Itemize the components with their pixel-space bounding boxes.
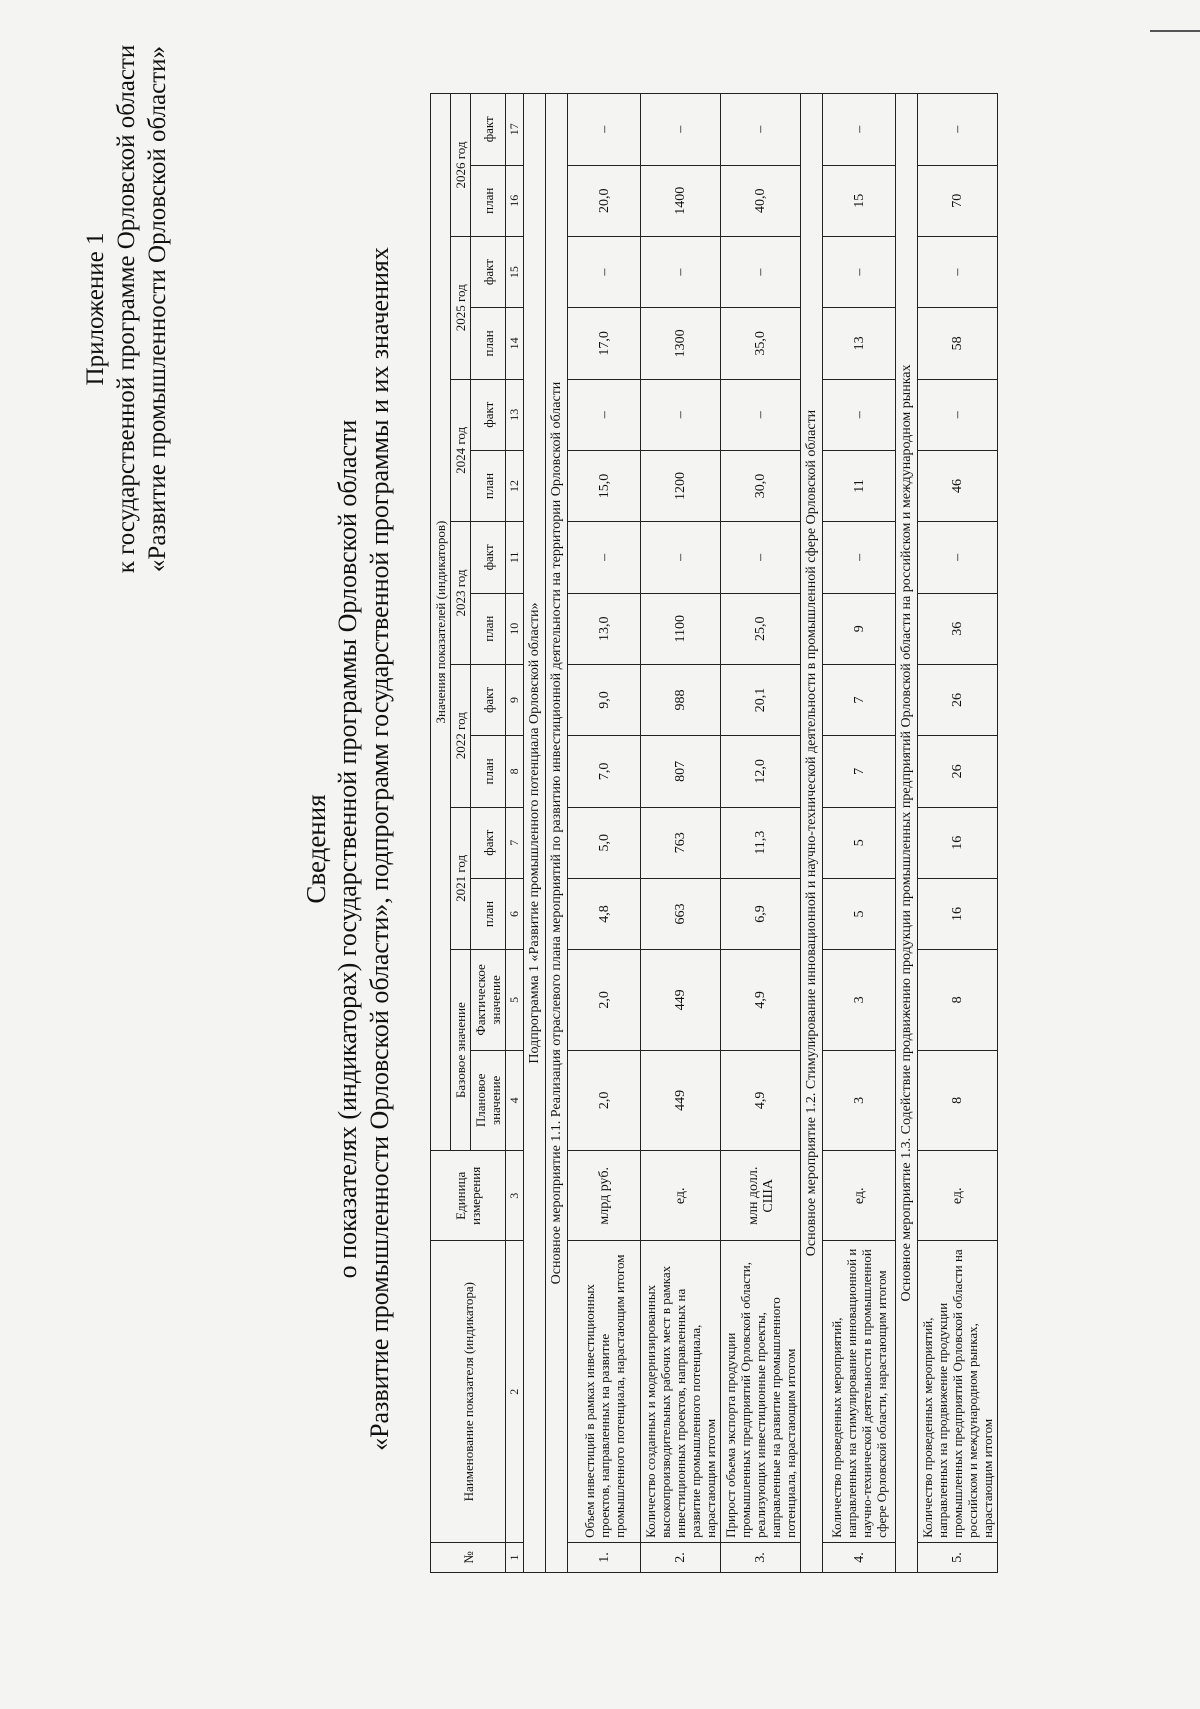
col-header-plan: план bbox=[471, 593, 506, 664]
table-row bbox=[918, 94, 998, 1573]
row-num: 3. bbox=[721, 1542, 801, 1572]
value-cell: – bbox=[568, 522, 641, 593]
header-row-1 bbox=[431, 94, 451, 1573]
col-header-plan: план bbox=[471, 165, 506, 236]
base-fact-cell: 3 bbox=[823, 950, 896, 1050]
column-index: 13 bbox=[506, 379, 524, 450]
base-plan-cell: 2,0 bbox=[568, 1050, 641, 1150]
indicator-name: Количество проведенных мероприятий, направленных на продвижение продукции промышленных предприятий Орловской области на российском и международном рынках, нарастающим итогом bbox=[918, 1241, 998, 1542]
value-cell: 36 bbox=[918, 593, 998, 664]
subprogram-title: Подпрограмма 1 «Развитие промышленного потенциала Орловской области» bbox=[524, 94, 546, 1573]
value-cell: 15,0 bbox=[568, 450, 641, 521]
value-cell: – bbox=[641, 94, 721, 166]
base-plan-cell: 8 bbox=[918, 1050, 998, 1150]
value-cell: 46 bbox=[918, 450, 998, 521]
value-cell: – bbox=[568, 94, 641, 166]
title-line-1: Сведения bbox=[301, 794, 331, 904]
value-cell: 763 bbox=[641, 807, 721, 878]
appendix-line-1: Приложение 1 bbox=[82, 232, 109, 386]
value-cell: 7 bbox=[823, 736, 896, 807]
value-cell: 20,0 bbox=[568, 165, 641, 236]
value-cell: 5 bbox=[823, 807, 896, 878]
column-index: 17 bbox=[506, 94, 524, 166]
value-cell: 6,9 bbox=[721, 878, 801, 949]
measure-row bbox=[896, 94, 918, 1573]
value-cell: 20,1 bbox=[721, 664, 801, 735]
value-cell: 12,0 bbox=[721, 736, 801, 807]
col-header-name: Наименование показателя (индикатора) bbox=[431, 1241, 506, 1542]
col-header-year: 2022 год bbox=[451, 664, 471, 807]
value-cell: 58 bbox=[918, 308, 998, 379]
value-cell: – bbox=[721, 522, 801, 593]
base-plan-cell: 449 bbox=[641, 1050, 721, 1150]
value-cell: 15 bbox=[823, 165, 896, 236]
value-cell: 9 bbox=[823, 593, 896, 664]
unit-cell: ед. bbox=[823, 1151, 896, 1241]
col-header-values: Значения показателей (индикаторов) bbox=[431, 94, 451, 1151]
indicator-name: Количество созданных и модернизированных высокопроизводительных рабочих мест в рамках инвестиционных проектов, направленных на развитие промышленного потенциала, нарастающим итогом bbox=[641, 1241, 721, 1542]
column-index: 3 bbox=[506, 1151, 524, 1241]
value-cell: – bbox=[721, 379, 801, 450]
col-header-fact: факт bbox=[471, 807, 506, 878]
appendix-line-3: «Развитие промышленности Орловской области» bbox=[144, 45, 171, 573]
margin-mark bbox=[1150, 30, 1200, 32]
column-index: 1 bbox=[506, 1542, 524, 1572]
value-cell: – bbox=[641, 522, 721, 593]
value-cell: 25,0 bbox=[721, 593, 801, 664]
base-plan-cell: 3 bbox=[823, 1050, 896, 1150]
value-cell: 1400 bbox=[641, 165, 721, 236]
indicator-name: Прирост объема экспорта продукции промышленных предприятий Орловской области, реализующих инвестиционные проекты, направленные на развитие промышленного потенциала, нарастающим итогом bbox=[721, 1241, 801, 1542]
indicator-name: Количество проведенных мероприятий, направленных на стимулирование инновационной и научно-технической деятельности в промышленной сфере Орловской области, нарастающим итогом bbox=[823, 1241, 896, 1542]
column-index: 7 bbox=[506, 807, 524, 878]
title-line-3: «Развитие промышленности Орловской области», подпрограмм государственной программы и их значениях bbox=[365, 247, 394, 1451]
base-fact-cell: 4,9 bbox=[721, 950, 801, 1050]
value-cell: – bbox=[823, 379, 896, 450]
value-cell: – bbox=[568, 379, 641, 450]
unit-cell: млрд руб. bbox=[568, 1151, 641, 1241]
unit-cell: ед. bbox=[641, 1151, 721, 1241]
value-cell: 16 bbox=[918, 878, 998, 949]
value-cell: 9,0 bbox=[568, 664, 641, 735]
col-header-base-plan: Плановое значение bbox=[471, 1050, 506, 1150]
value-cell: – bbox=[823, 522, 896, 593]
measure-row bbox=[546, 94, 568, 1573]
column-index: 5 bbox=[506, 950, 524, 1050]
document-title bbox=[300, 189, 396, 1509]
table-row bbox=[568, 94, 641, 1573]
column-index: 6 bbox=[506, 878, 524, 949]
value-cell: – bbox=[918, 236, 998, 307]
base-fact-cell: 8 bbox=[918, 950, 998, 1050]
column-index: 8 bbox=[506, 736, 524, 807]
col-header-fact: факт bbox=[471, 94, 506, 166]
appendix-line-2: к государственной программе Орловской области bbox=[113, 44, 140, 574]
table-row bbox=[641, 94, 721, 1573]
col-header-year: 2025 год bbox=[451, 236, 471, 379]
column-index: 16 bbox=[506, 165, 524, 236]
indicator-name: Объем инвестиций в рамках инвестиционных проектов, направленных на развитие промышленного потенциала, нарастающим итогом bbox=[568, 1241, 641, 1542]
col-header-base: Базовое значение bbox=[451, 950, 471, 1151]
value-cell: – bbox=[823, 236, 896, 307]
unit-cell: ед. bbox=[918, 1151, 998, 1241]
value-cell: – bbox=[721, 236, 801, 307]
row-num: 5. bbox=[918, 1542, 998, 1572]
value-cell: 5,0 bbox=[568, 807, 641, 878]
measure-title: Основное мероприятие 1.1. Реализация отраслевого плана мероприятий по развитию инвестиционной деятельности на территории Орловской области bbox=[546, 94, 568, 1573]
value-cell: – bbox=[568, 236, 641, 307]
value-cell: – bbox=[918, 522, 998, 593]
column-index: 12 bbox=[506, 450, 524, 521]
column-index-row bbox=[506, 94, 524, 1573]
value-cell: 1100 bbox=[641, 593, 721, 664]
value-cell: – bbox=[823, 94, 896, 166]
col-header-plan: план bbox=[471, 878, 506, 949]
col-header-fact: факт bbox=[471, 236, 506, 307]
col-header-fact: факт bbox=[471, 522, 506, 593]
row-num: 1. bbox=[568, 1542, 641, 1572]
value-cell: 35,0 bbox=[721, 308, 801, 379]
row-num: 2. bbox=[641, 1542, 721, 1572]
col-header-plan: план bbox=[471, 308, 506, 379]
value-cell: – bbox=[641, 379, 721, 450]
value-cell: 26 bbox=[918, 664, 998, 735]
column-index: 15 bbox=[506, 236, 524, 307]
unit-cell: млн долл. США bbox=[721, 1151, 801, 1241]
value-cell: 16 bbox=[918, 807, 998, 878]
value-cell: – bbox=[641, 236, 721, 307]
value-cell: 5 bbox=[823, 878, 896, 949]
value-cell: 7,0 bbox=[568, 736, 641, 807]
col-header-fact: факт bbox=[471, 379, 506, 450]
column-index: 11 bbox=[506, 522, 524, 593]
row-num: 4. bbox=[823, 1542, 896, 1572]
value-cell: 13,0 bbox=[568, 593, 641, 664]
value-cell: – bbox=[918, 379, 998, 450]
column-index: 10 bbox=[506, 593, 524, 664]
base-fact-cell: 2,0 bbox=[568, 950, 641, 1050]
measure-title: Основное мероприятие 1.2. Стимулирование инновационной и научно-технической деятельности в промышленной сфере Орловской области bbox=[801, 94, 823, 1573]
column-index: 4 bbox=[506, 1050, 524, 1150]
col-header-year: 2023 год bbox=[451, 522, 471, 665]
col-header-plan: план bbox=[471, 450, 506, 521]
base-fact-cell: 449 bbox=[641, 950, 721, 1050]
col-header-year: 2026 год bbox=[451, 94, 471, 237]
col-header-unit: Единица измерения bbox=[431, 1151, 506, 1241]
value-cell: 30,0 bbox=[721, 450, 801, 521]
column-index: 2 bbox=[506, 1241, 524, 1542]
value-cell: 1200 bbox=[641, 450, 721, 521]
col-header-num: № bbox=[431, 1542, 506, 1572]
value-cell: – bbox=[721, 94, 801, 166]
value-cell: 7 bbox=[823, 664, 896, 735]
column-index: 9 bbox=[506, 664, 524, 735]
col-header-fact: факт bbox=[471, 664, 506, 735]
table-row bbox=[721, 94, 801, 1573]
value-cell: 11,3 bbox=[721, 807, 801, 878]
measure-row bbox=[801, 94, 823, 1573]
value-cell: 807 bbox=[641, 736, 721, 807]
value-cell: 11 bbox=[823, 450, 896, 521]
value-cell: 26 bbox=[918, 736, 998, 807]
col-header-plan: план bbox=[471, 736, 506, 807]
col-header-base-fact: Фактическое значение bbox=[471, 950, 506, 1050]
subprogram-row bbox=[524, 94, 546, 1573]
column-index: 14 bbox=[506, 308, 524, 379]
value-cell: 1300 bbox=[641, 308, 721, 379]
value-cell: 70 bbox=[918, 165, 998, 236]
value-cell: 663 bbox=[641, 878, 721, 949]
value-cell: 40,0 bbox=[721, 165, 801, 236]
value-cell: 988 bbox=[641, 664, 721, 735]
measure-title: Основное мероприятие 1.3. Содействие продвижению продукции промышленных предприятий Орловской области на российском и международном рынках bbox=[896, 94, 918, 1573]
table-row bbox=[823, 94, 896, 1573]
indicators-table bbox=[430, 93, 998, 1573]
title-line-2: о показателях (индикаторах) государственной программы Орловской области bbox=[333, 419, 362, 1279]
value-cell: 4,8 bbox=[568, 878, 641, 949]
col-header-year: 2024 год bbox=[451, 379, 471, 522]
value-cell: 17,0 bbox=[568, 308, 641, 379]
value-cell: 13 bbox=[823, 308, 896, 379]
col-header-year: 2021 год bbox=[451, 807, 471, 950]
base-plan-cell: 4,9 bbox=[721, 1050, 801, 1150]
value-cell: – bbox=[918, 94, 998, 166]
appendix-header bbox=[80, 29, 173, 589]
